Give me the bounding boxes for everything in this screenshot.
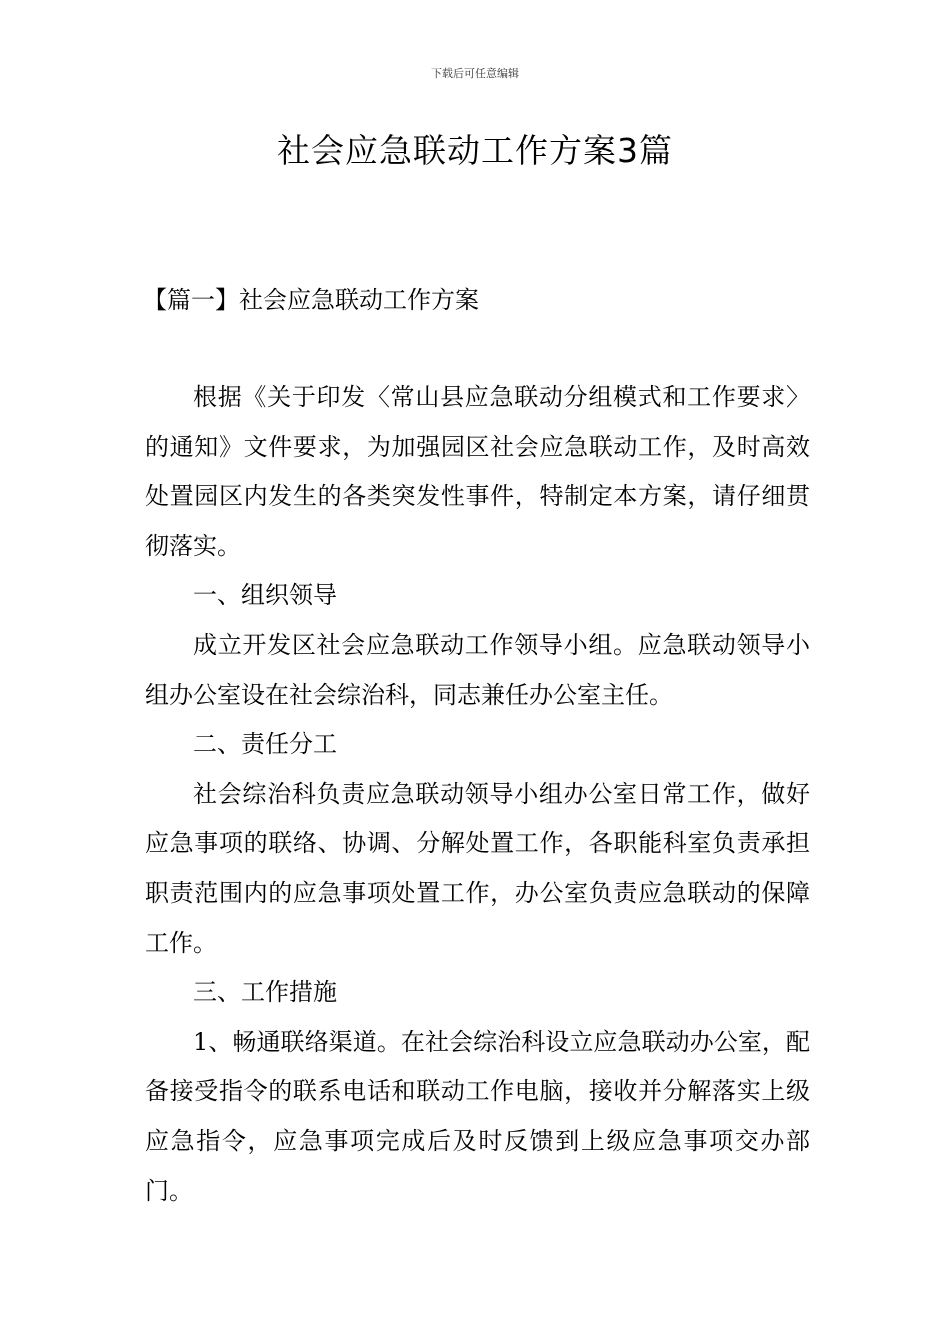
paragraph-measure-1: 1、畅通联络渠道。在社会综治科设立应急联动办公室，配备接受指令的联系电话和联动工作电脑，接收并分解落实上级应急指令，应急事项完成后及时反馈到上级应急事项交办部门。	[145, 1027, 810, 1205]
subheading-organization: 一、组织领导	[193, 581, 337, 610]
paragraph-responsibility: 社会综治科负责应急联动领导小组办公室日常工作，做好应急事项的联络、协调、分解处置工作，各职能科室负责承担职责范围内的应急事项处置工作，办公室负责应急联动的保障工作。	[145, 779, 810, 957]
subheading-measures: 三、工作措施	[193, 978, 337, 1007]
document-title: 社会应急联动工作方案3篇	[277, 131, 673, 170]
section-heading: 【篇一】社会应急联动工作方案	[143, 286, 479, 314]
document-body	[145, 373, 810, 1216]
subheading-responsibility: 二、责任分工	[193, 730, 337, 759]
paragraph-intro: 根据《关于印发〈常山县应急联动分组模式和工作要求〉的通知》文件要求，为加强园区社会应急联动工作，及时高效处置园区内发生的各类突发性事件，特制定本方案，请仔细贯彻落实。	[145, 383, 810, 560]
paragraph-organization: 成立开发区社会应急联动工作领导小组。应急联动领导小组办公室设在社会综治科，同志兼任办公室主任。	[145, 630, 810, 709]
header-note: 下载后可任意编辑	[431, 67, 519, 80]
